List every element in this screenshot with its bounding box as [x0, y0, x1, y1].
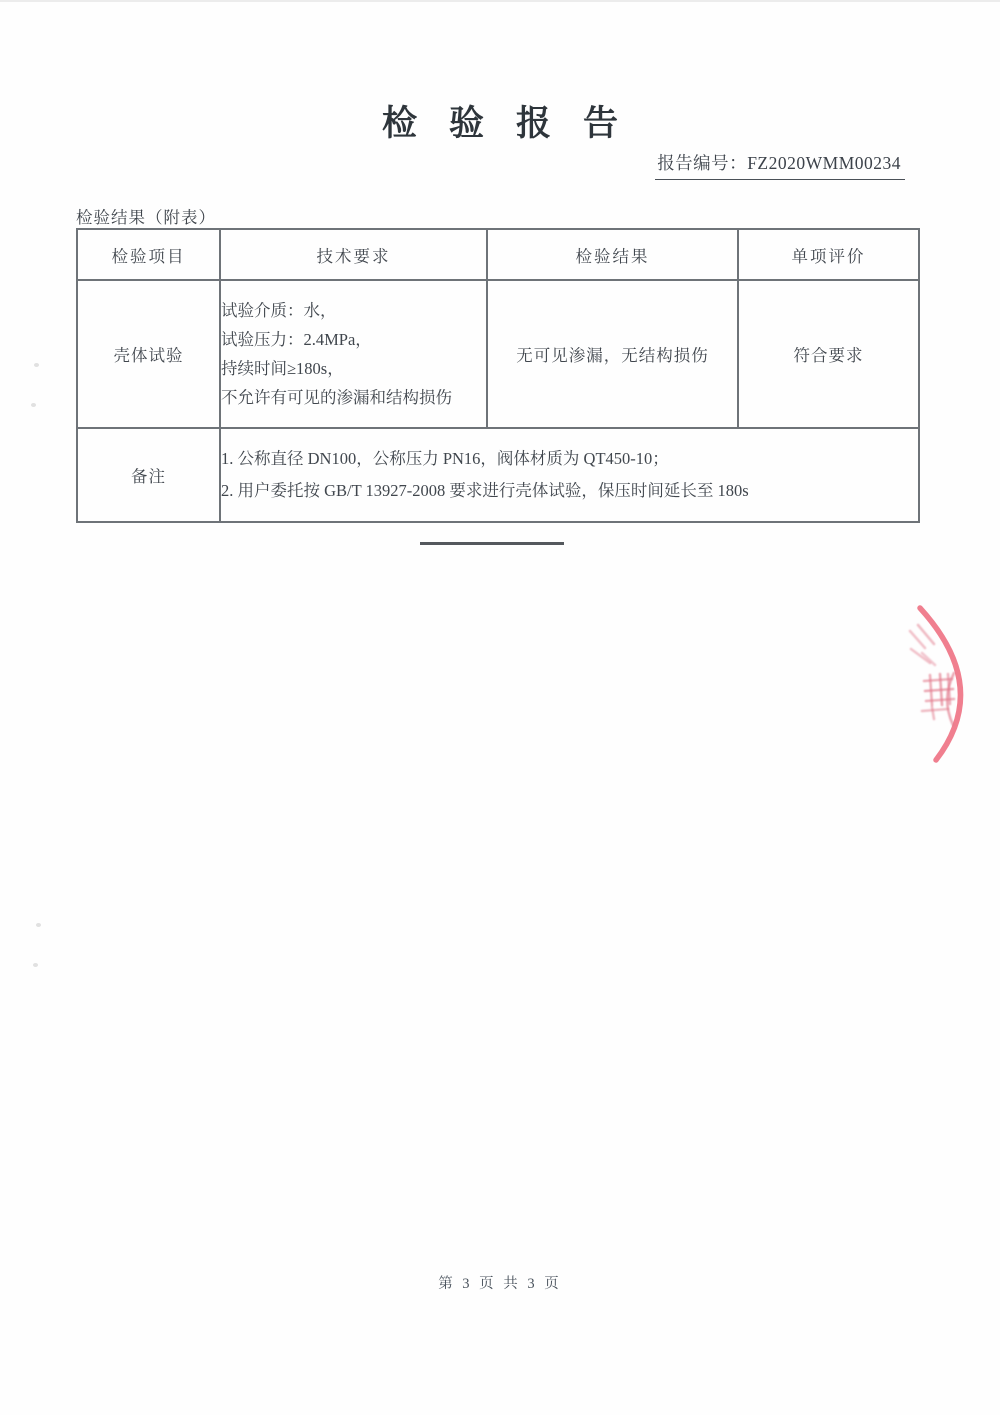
scan-speck: [34, 363, 39, 367]
inspection-results-table: [76, 228, 920, 523]
scan-speck: [31, 403, 36, 407]
remark-line: 1. 公称直径 DN100，公称压力 PN16，阀体材质为 QT450-10；: [221, 449, 669, 468]
section-label: 检验结果（附表）: [76, 208, 216, 227]
table-header-row: [77, 229, 919, 280]
cell-evaluation: 符合要求: [738, 280, 919, 428]
table-remarks-row: [77, 428, 919, 522]
header-technical-requirement: 技术要求: [220, 229, 487, 280]
cell-remarks: [220, 428, 919, 522]
requirement-line: 持续时间≥180s，: [221, 359, 344, 378]
remark-line: 2. 用户委托按 GB/T 13927-2008 要求进行壳体试验，保压时间延长至 180s: [221, 481, 749, 500]
header-inspection-result: 检验结果: [487, 229, 738, 280]
requirement-line: 不允许有可见的渗漏和结构损伤: [221, 388, 452, 407]
header-inspection-item: 检验项目: [77, 229, 220, 280]
cell-remark-label: 备注: [77, 428, 220, 522]
cell-result: 无可见渗漏，无结构损伤: [487, 280, 738, 428]
scan-speck: [33, 963, 38, 967]
cell-requirements: [220, 280, 487, 428]
end-of-report-rule: [420, 542, 564, 545]
report-number-value: FZ2020WMM00234: [747, 153, 901, 173]
page-title: 检验报告: [381, 104, 650, 144]
requirement-line: 试验压力：2.4MPa，: [221, 330, 372, 349]
table-row: [77, 280, 919, 428]
page-number-indicator: 第 3 页 共 3 页: [438, 1276, 562, 1292]
report-number: [655, 150, 905, 180]
cell-item: 壳体试验: [77, 280, 220, 428]
requirement-line: 试验介质：水，: [221, 301, 337, 320]
red-seal-stamp: [880, 595, 1000, 785]
header-item-evaluation: 单项评价: [738, 229, 919, 280]
report-number-label: 报告编号：: [657, 153, 748, 173]
scan-speck: [36, 923, 41, 927]
